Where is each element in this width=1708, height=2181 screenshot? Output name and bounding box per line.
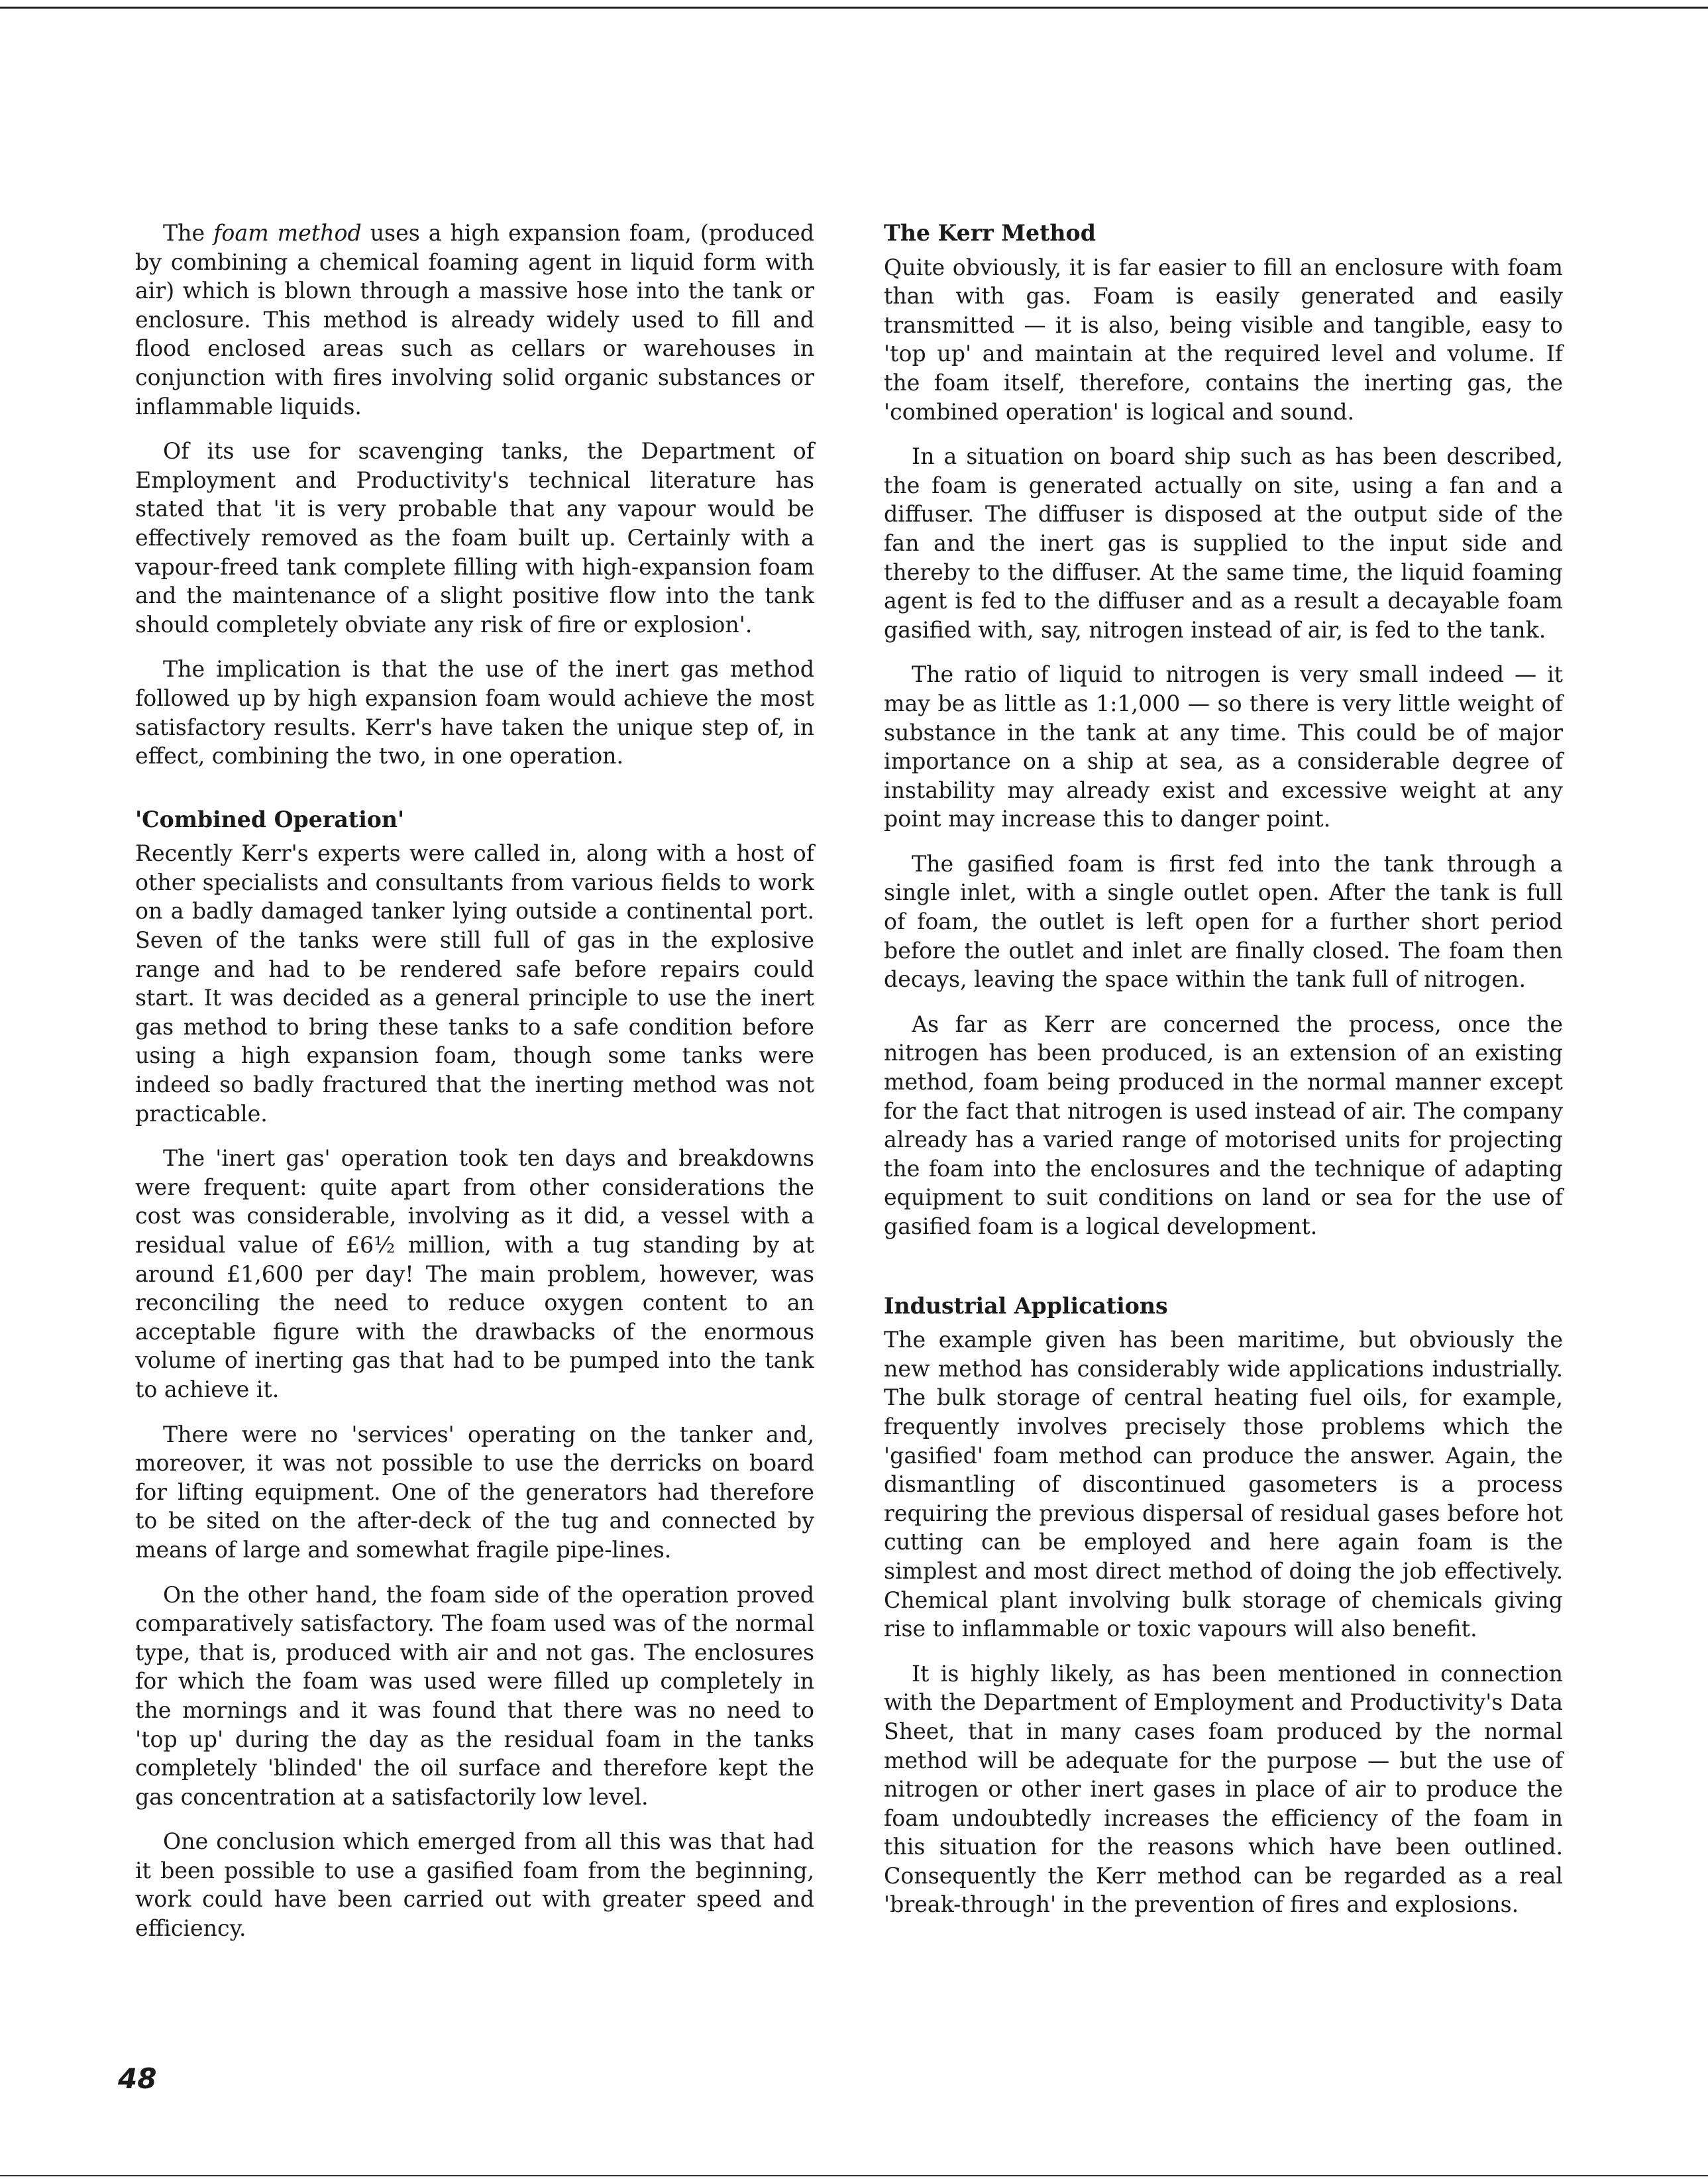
paragraph-text: The [163,220,214,246]
right-column [884,219,1563,1935]
top-rule [0,7,1708,9]
emphasis-foam-method: foam method [213,220,362,246]
paragraph-easier: Quite obviously, it is far easier to fill an enclosure with foam than with gas. Foam is easily generated and easily transmitted — it is also, being visible and tangible, easy to 'top up' and maintain at the required level and volume. If the foam itself, therefore, contains the inerting gas, the 'combined operation' is logical and sound. [884,254,1563,425]
paragraph-scavenging: Of its use for scavenging tanks, the Department of Employment and Productivity's technical literature has stated that 'it is very probable that any vapour would be effectively removed as the foam built up. Certainly with a vapour-freed tank complete filling with high-expansion foam and the maintenance of a slight positive flow into the tank should completely obviate any risk of fire or explosion'. [135,438,814,638]
paragraph-ratio: The ratio of liquid to nitrogen is very small indeed — it may be as little as 1:1,000 — so there is very little weight of substance in the tank at any time. This could be of major importance on a ship at sea, as a considerable degree of instability may already exist and excessive weight at any point may increase this to danger point. [884,661,1563,832]
paragraph-tanker: Recently Kerr's experts were called in, along with a host of other specialists and consultants from various fields to work on a badly damaged tanker lying outside a continental port. Seven of the tanks were still full of gas in the explosive range and had to be rendered safe before repairs could start. It was decided as a general principle to use the inert gas method to bring these tanks to a safe condition before using a high expansion foam, though some tanks were indeed so badly fractured that the inerting method was not practicable. [135,840,814,1127]
paragraph-process: As far as Kerr are concerned the process, once the nitrogen has been produced, is an extension of an existing method, foam being produced in the normal manner except for the fact that nitrogen is used instead of air. The company already has a varied range of motorised units for projecting the foam into the enclosures and the technique of adapting equipment to suit conditions on land or sea for the use of gasified foam is a logical development. [884,1011,1563,1239]
heading-combined-operation: 'Combined Operation' [135,806,405,832]
page-number: 48 [118,2062,157,2095]
paragraph-text: uses a high expansion foam, (produced by combining a chemical foaming agent in liquid form with air) which is blown through a massive hose into the tank or enclosure. This method is already widely used to fill and flood enclosed areas such as cellars or warehouses in conjunction with fires involving solid organic substances or inflammable liquids. [135,220,814,419]
paragraph-highly-likely: It is highly likely, as has been mentioned in connection with the Department of Employment and Productivity's Data Sheet, that in many cases foam produced by the normal method will be adequate for the purpose — but the use of nitrogen or other inert gases in place of air to produce the foam undoubtedly increases the efficiency of the foam in this situation for the reasons which have been outlined. Consequently the Kerr method can be regarded as a real 'break-through' in the prevention of fires and explosions. [884,1660,1563,1918]
paragraph-maritime: The example given has been maritime, but obviously the new method has considerably wide applications industrially. The bulk storage of central heating fuel oils, for example, frequently involves precisely those problems which the 'gasified' foam method can produce the answer. Again, the dismantling of discontinued gasometers is a process requiring the previous dispersal of residual gases before hot cutting can be employed and here again foam is the simplest and most direct method of doing the job effectively. Chemical plant involving bulk storage of chemicals giving rise to inflammable or toxic vapours will also benefit. [884,1327,1563,1642]
paragraph-foam-method [135,219,814,421]
heading-industrial-applications: Industrial Applications [884,1292,1168,1319]
paragraph-on-board: In a situation on board ship such as has been described, the foam is generated actually on site, using a fan and a diffuser. The diffuser is disposed at the output side of the fan and the inert gas is supplied to the input side and thereby to the diffuser. At the same time, the liquid foaming agent is fed to the diffuser and as a result a decayable foam gasified with, say, nitrogen instead of air, is fed to the tank. [884,443,1563,643]
heading-kerr-method: The Kerr Method [884,220,1096,246]
left-column [135,219,814,1959]
bottom-rule [0,2175,1708,2176]
paragraph-conclusion: One conclusion which emerged from all this was that had it been possible to use a gasified foam from the beginning, work could have been carried out with greater speed and efficiency. [135,1828,814,1942]
paragraph-inert-gas: The 'inert gas' operation took ten days and breakdowns were frequent: quite apart from other considerations the cost was considerable, involving as it did, a vessel with a residual value of £6½ million, with a tug standing by at around £1,600 per day! The main problem, however, was reconciling the need to reduce oxygen content to an acceptable figure with the drawbacks of the enormous volume of inerting gas that had to be pumped into the tank to achieve it. [135,1145,814,1402]
paragraph-gasified-foam: The gasified foam is first fed into the tank through a single inlet, with a single outlet open. After the tank is full of foam, the outlet is left open for a further short period before the outlet and inlet are finally closed. The foam then decays, leaving the space within the tank full of nitrogen. [884,850,1563,993]
paragraph-foam-side: On the other hand, the foam side of the operation proved comparatively satisfactory. The foam used was of the normal type, that is, produced with air and not gas. The enclosures for which the foam was used were filled up completely in the mornings and it was found that there was no need to 'top up' during the day as the residual foam in the tanks completely 'blinded' the oil surface and therefore kept the gas concentration at a satisfactorily low level. [135,1581,814,1810]
paragraph-implication: The implication is that the use of the inert gas method followed up by high expansion foam would achieve the most satisfactory results. Kerr's have taken the unique step of, in effect, combining the two, in one operation. [135,656,814,769]
paragraph-services: There were no 'services' operating on the tanker and, moreover, it was not possible to use the derricks on board for lifting equipment. One of the generators had therefore to be sited on the after-deck of the tug and connected by means of large and somewhat fragile pipe-lines. [135,1421,814,1563]
